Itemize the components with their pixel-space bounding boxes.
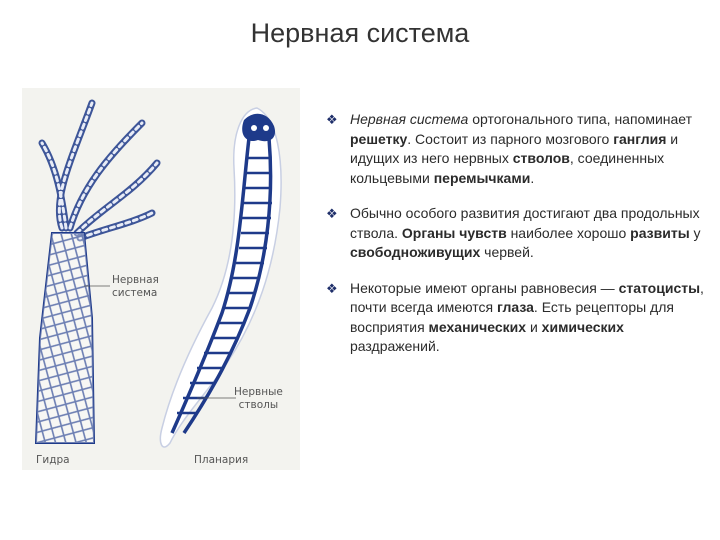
bullet-text-run: Некоторые имеют органы равновесия — [350,279,619,296]
bullet-text-run: . [530,169,535,186]
planaria-ganglion [242,114,275,141]
bullet-text-run: Органы чувств [401,224,507,241]
bullet-text [350,280,704,355]
diamond-bullet-icon: ❖ [326,206,338,221]
bullet-text-run: . Состоит из парного мозгового [407,130,614,147]
label-hydra: Гидра [36,454,70,466]
bullet-text-run: ортогонального типа, напоминает [468,111,693,127]
diamond-bullet-icon: ❖ [326,112,338,127]
bullet-text-run: и [526,318,542,335]
bullet-text-run: ганглия [613,130,667,147]
diamond-bullet-icon: ❖ [326,280,338,296]
bullet-text-run: глаза [497,299,534,315]
bullet-text-run: свободноживущих [350,244,481,260]
label-nerve-trunks: Нервные стволы [234,386,283,411]
nervous-system-illustration [22,88,300,470]
bullet-text-run: стволов [512,150,570,166]
bullet-text-run: решетку [350,130,408,147]
bullet-text-run: развиты [630,224,690,241]
bullet-item [326,110,706,188]
bullet-item [326,204,706,263]
bullet-text-run: перемычками [433,169,531,186]
bullet-text [350,205,701,260]
bullet-item [326,279,706,357]
bullet-text-run: химических [541,318,624,335]
bullet-text-run: механических [428,318,527,335]
bullet-text-run: . Есть рецепторы для восприятия [350,299,674,335]
label-planaria: Планария [194,454,249,466]
bullet-text-run: и идущих из него нервных [350,130,679,166]
bullet-text-run: статоцисты [618,279,701,296]
bullet-text-run: Обычно особого развития достигают два продольных ствола. [350,205,700,241]
slide-title: Нервная система [250,18,470,48]
bullet-text-run: , соединенных кольцевыми [350,150,665,186]
bullet-text-run: у [689,224,701,241]
bullet-list [326,110,706,373]
bullet-text [350,111,692,186]
bullet-text-run: червей. [480,244,534,260]
bullet-text-run: раздражений. [350,338,440,354]
bullet-text-run: , почти всегда имеются [350,279,704,315]
label-nervous-system: Нервная система [112,274,159,299]
bullet-text-run: наиболее хорошо [506,224,631,241]
hydra-planaria-drawing [22,88,300,470]
bullet-text-run: Нервная система [350,111,469,127]
